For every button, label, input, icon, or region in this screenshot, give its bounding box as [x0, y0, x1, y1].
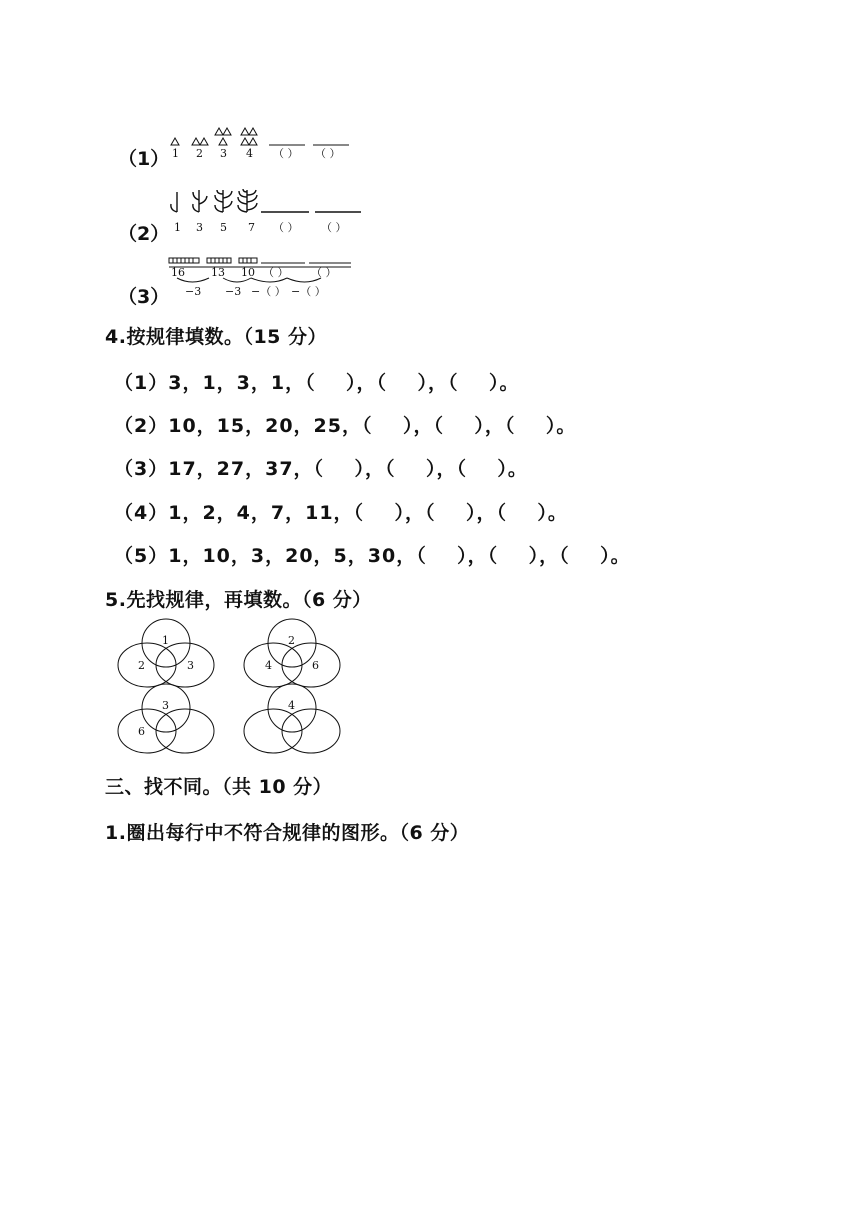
group2-right-number: 6 [312, 659, 319, 672]
row2-label: （2） [118, 223, 170, 245]
row1-triangle-pattern [165, 125, 425, 165]
section4-item-1: （1）3，1，3，1，（ ），（ ），（ ）。 [114, 372, 520, 394]
row3-num-13: 13 [211, 266, 225, 279]
group2-left-number: 4 [265, 659, 272, 672]
row3-step-3: −（ ） [251, 285, 286, 298]
group2-right-circle [282, 643, 340, 687]
row3-blank-2: （ ） [311, 266, 337, 279]
group2-left-circle [244, 643, 302, 687]
row3-step-2: −3 [225, 285, 242, 298]
section4-item-2: （2）10，15，20，25，（ ），（ ），（ ）。 [114, 415, 577, 437]
row2-num-5: 5 [220, 221, 227, 234]
row1-blank-2: （ ） [315, 147, 341, 160]
row1-blank-1: （ ） [273, 147, 299, 160]
section4-item-4: （4）1，2，4，7，11，（ ），（ ），（ ）。 [114, 502, 568, 524]
group4-top-number: 4 [288, 699, 295, 712]
row2-blank-1: （ ） [273, 221, 299, 234]
group4-left-circle [244, 709, 302, 753]
group1-left-number: 2 [138, 659, 145, 672]
row3-label: （3） [118, 286, 170, 308]
row2-leaf-pattern [165, 188, 425, 238]
row2-num-7: 7 [248, 221, 255, 234]
row3-num-10: 10 [241, 266, 255, 279]
row1-num-1: 1 [172, 147, 179, 160]
row2-blank-2: （ ） [321, 221, 347, 234]
row3-tally-pattern [165, 254, 425, 300]
row3-step-1: −3 [185, 285, 202, 298]
section4-item-5: （5）1，10，3，20，5，30，（ ），（ ），（ ）。 [114, 545, 631, 567]
row2-num-1: 1 [174, 221, 181, 234]
section5-title: 5.先找规律，再填数。（6 分） [105, 589, 372, 611]
venn-circle-groups [110, 618, 370, 758]
section4-item-3: （3）17，27，37，（ ），（ ），（ ）。 [114, 458, 528, 480]
row1-num-3: 3 [220, 147, 227, 160]
part3-question-1: 1.圈出每行中不符合规律的图形。（6 分） [105, 822, 470, 844]
row2-num-3: 3 [196, 221, 203, 234]
group1-top-number: 1 [162, 634, 169, 647]
group3-top-number: 3 [162, 699, 169, 712]
group1-left-circle [118, 643, 176, 687]
group1-right-circle [156, 643, 214, 687]
row3-blank-1: （ ） [263, 266, 289, 279]
row1-label: （1） [118, 148, 170, 170]
row3-num-16: 16 [171, 266, 185, 279]
part3-title: 三、找不同。（共 10 分） [105, 776, 333, 798]
row3-step-4: −（ ） [291, 285, 326, 298]
section4-title: 4.按规律填数。（15 分） [105, 326, 327, 348]
group3-left-number: 6 [138, 725, 145, 738]
row1-num-2: 2 [196, 147, 203, 160]
group3-right-circle [156, 709, 214, 753]
group1-right-number: 3 [187, 659, 194, 672]
group3-left-circle [118, 709, 176, 753]
row1-num-4: 4 [246, 147, 253, 160]
group4-right-circle [282, 709, 340, 753]
group2-top-number: 2 [288, 634, 295, 647]
